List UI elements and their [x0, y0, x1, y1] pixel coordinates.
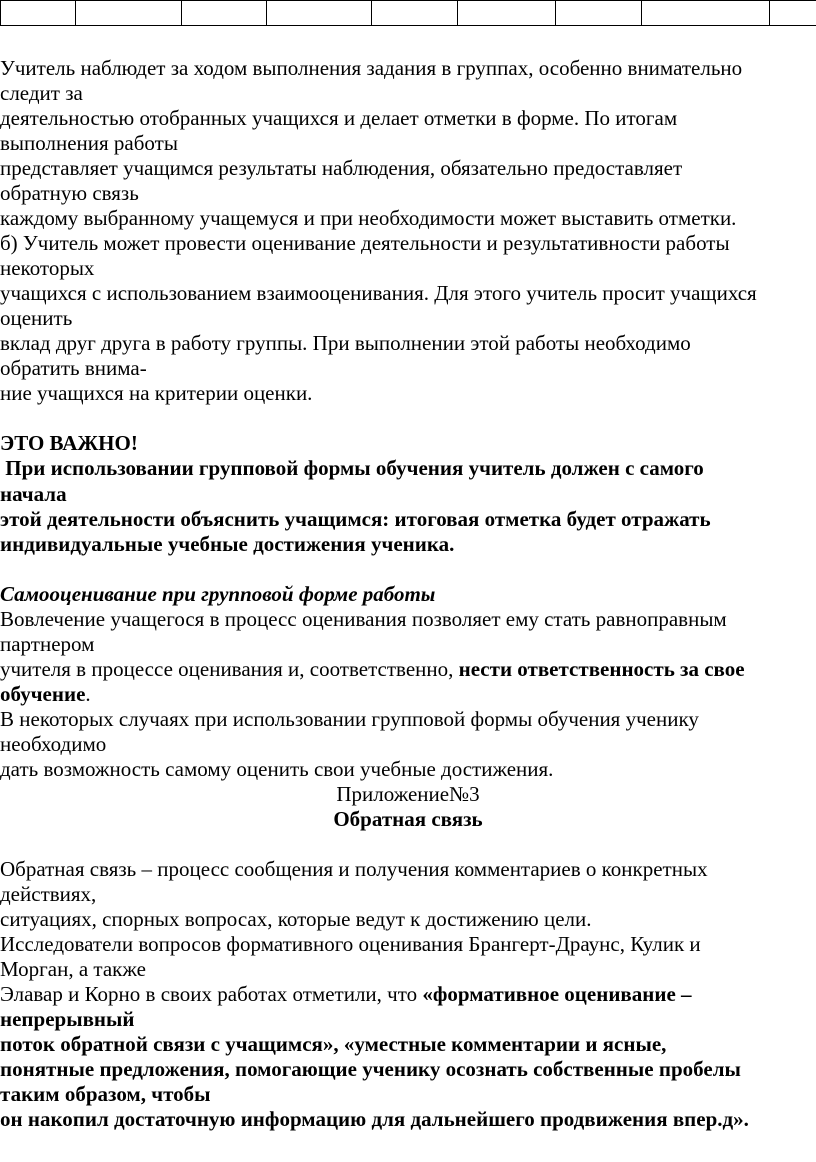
- text-line: учащихся с использованием взаимооценивания. Для этого учитель просит учащихся: [0, 281, 757, 305]
- text-line: следит за: [0, 81, 83, 105]
- section-heading: Самооценивание при групповой форме работы: [0, 582, 436, 606]
- bold-span: нести ответственность за свое: [458, 657, 745, 681]
- text-line: некоторых: [0, 256, 95, 280]
- table-cell: [182, 1, 267, 26]
- text-line: каждому выбранному учащемуся и при необходимости может выставить отметки.: [0, 206, 737, 230]
- text-line: ситуациях, спорных вопросах, которые ведут к достижению цели.: [0, 907, 592, 931]
- text-span: Элавар и Корно в своих работах отметили, что: [0, 982, 423, 1006]
- text-line: [0, 682, 816, 707]
- text-line: ние учащихся на критерии оценки.: [0, 381, 313, 405]
- text-line: [0, 982, 816, 1007]
- text-line: обратную связь: [0, 181, 139, 205]
- table-cell: [458, 1, 556, 26]
- text-line: партнером: [0, 632, 95, 656]
- table-cell: [1, 1, 76, 26]
- text-line: действиях,: [0, 882, 97, 906]
- text-line: начала: [0, 482, 67, 506]
- table-cell: [372, 1, 458, 26]
- text-line: таким образом, чтобы: [0, 1082, 211, 1106]
- text-line: Обратная связь – процесс сообщения и получения комментариев о конкретных: [0, 857, 708, 881]
- text-line: вклад друг друга в работу группы. При выполнении этой работы необходимо: [0, 331, 691, 355]
- table-row: [1, 1, 816, 26]
- text-line: обратить внима-: [0, 356, 147, 380]
- table-cell: [267, 1, 372, 26]
- important-text: При использовании групповой формы обучения учитель должен с самого: [5, 456, 704, 480]
- text-line: деятельностью отобранных учащихся и делает отметки в форме. По итогам: [0, 106, 678, 130]
- paragraph-observation: [0, 56, 816, 406]
- bold-span: «формативное оценивание –: [422, 982, 692, 1006]
- text-line: необходимо: [0, 732, 107, 756]
- text-line: поток обратной связи с учащимся», «уместные комментарии и ясные,: [0, 1032, 667, 1056]
- text-line: индивидуальные учебные достижения ученика.: [0, 532, 455, 556]
- table-cell: [642, 1, 770, 26]
- self-assessment-section: [0, 582, 816, 782]
- bold-span: обучение: [0, 682, 86, 706]
- text-line: [0, 456, 816, 482]
- text-line: понятные предложения, помогающие ученику осознать собственные пробелы: [0, 1057, 741, 1081]
- feedback-section: [0, 857, 816, 1132]
- text-line: дать возможность самому оценить свои учебные достижения.: [0, 757, 554, 781]
- text-line: Учитель наблюдет за ходом выполнения задания в группах, особенно внимательно: [0, 56, 743, 80]
- table-cell: [770, 1, 816, 26]
- text-line: выполнения работы: [0, 131, 178, 155]
- table-cell: [556, 1, 642, 26]
- text-line: непрерывный: [0, 1007, 135, 1031]
- text-line: этой деятельности объяснить учащимся: итоговая отметка будет отражать: [0, 507, 711, 531]
- text-line: б) Учитель может провести оценивание деятельности и результативности работы: [0, 231, 730, 255]
- appendix-label: Приложение№3: [336, 782, 480, 806]
- text-line: Морган, а также: [0, 957, 146, 981]
- text-line: Исследователи вопросов формативного оценивания Брангерт-Драунс, Кулик и: [0, 932, 701, 956]
- appendix-title: Обратная связь: [333, 807, 483, 831]
- top-table-fragment: [0, 0, 816, 26]
- important-block: [0, 431, 816, 557]
- text-line: он накопил достаточную информацию для дальнейшего продвижения впер.д».: [0, 1107, 749, 1131]
- table-cell: [76, 1, 182, 26]
- document-body: [0, 56, 816, 1132]
- important-heading: ЭТО ВАЖНО!: [0, 431, 138, 455]
- text-line: Вовлечение учащегося в процесс оценивания позволяет ему стать равноправным: [0, 607, 727, 631]
- text-line: В некоторых случаях при использовании групповой формы обучения ученику: [0, 707, 699, 731]
- text-span: .: [85, 682, 91, 706]
- text-line: представляет учащимся результаты наблюдения, обязательно предоставляет: [0, 156, 683, 180]
- text-span: учителя в процессе оценивания и, соответственно,: [0, 657, 459, 681]
- text-line: [0, 657, 816, 682]
- text-line: оценить: [0, 306, 73, 330]
